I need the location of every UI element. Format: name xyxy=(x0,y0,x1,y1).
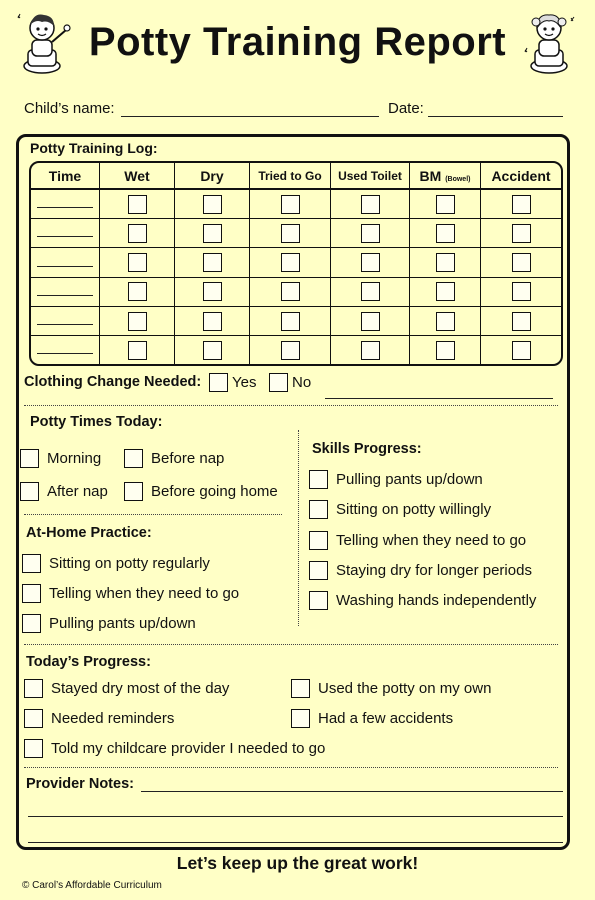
divider xyxy=(24,644,558,645)
log-checkbox[interactable] xyxy=(436,312,455,331)
log-checkbox[interactable] xyxy=(512,341,531,360)
option-label: Used the potty on my own xyxy=(318,680,492,697)
progress-option[interactable] xyxy=(291,709,453,728)
col-bm-label: BM xyxy=(419,167,442,184)
log-checkbox[interactable] xyxy=(203,195,222,214)
time-field[interactable] xyxy=(37,266,93,267)
col-bm xyxy=(410,163,481,190)
log-cell xyxy=(100,190,175,219)
log-checkbox[interactable] xyxy=(281,224,300,243)
log-checkbox[interactable] xyxy=(203,224,222,243)
log-cell xyxy=(250,248,331,277)
col-used-toilet: Used Toilet xyxy=(331,163,410,190)
footer-message: Let’s keep up the great work! xyxy=(176,853,419,873)
log-cell xyxy=(410,248,481,277)
log-cell xyxy=(331,336,410,364)
log-cell xyxy=(175,278,250,307)
col-tried: Tried to Go xyxy=(250,163,331,190)
option-label: Stayed dry most of the day xyxy=(51,680,230,697)
date-field[interactable] xyxy=(428,100,563,117)
checkbox[interactable] xyxy=(309,531,328,550)
log-cell xyxy=(331,248,410,277)
option-label: Telling when they need to go xyxy=(336,532,527,549)
log-cell xyxy=(250,336,331,364)
log-cell xyxy=(175,219,250,248)
log-cell xyxy=(100,336,175,364)
log-checkbox[interactable] xyxy=(361,224,380,243)
time-cell[interactable] xyxy=(31,278,100,307)
log-cell xyxy=(175,190,250,219)
log-checkbox[interactable] xyxy=(281,312,300,331)
progress-option[interactable] xyxy=(24,709,174,728)
time-field[interactable] xyxy=(37,207,93,208)
child-name-label: Child’s name: xyxy=(24,100,115,117)
checkbox[interactable] xyxy=(291,709,310,728)
col-accident: Accident xyxy=(481,163,561,190)
log-checkbox[interactable] xyxy=(281,341,300,360)
time-field[interactable] xyxy=(37,324,93,325)
skills-title: Skills Progress: xyxy=(312,441,422,457)
potty-times-title: Potty Times Today: xyxy=(30,414,163,430)
skill-option[interactable] xyxy=(309,561,532,580)
log-row xyxy=(31,307,561,336)
skill-option[interactable] xyxy=(309,591,536,610)
log-cell xyxy=(481,219,561,248)
log-cell xyxy=(175,248,250,277)
progress-option[interactable] xyxy=(291,679,491,698)
col-bm-sub: (Bowel) xyxy=(445,175,471,183)
potty-time-option[interactable] xyxy=(20,482,108,501)
time-cell[interactable] xyxy=(31,336,100,364)
divider xyxy=(24,767,558,768)
log-checkbox[interactable] xyxy=(281,253,300,272)
divider xyxy=(24,405,558,406)
clothing-no-label: No xyxy=(292,374,312,391)
checkbox[interactable] xyxy=(24,739,43,758)
log-checkbox[interactable] xyxy=(436,253,455,272)
log-row xyxy=(31,190,561,219)
option-label: After nap xyxy=(47,483,108,500)
log-cell xyxy=(410,278,481,307)
log-checkbox[interactable] xyxy=(512,312,531,331)
checkbox[interactable] xyxy=(22,584,41,603)
col-time: Time xyxy=(31,163,100,190)
option-label: Had a few accidents xyxy=(318,710,454,727)
option-label: Staying dry for longer periods xyxy=(336,562,532,579)
log-cell xyxy=(175,307,250,336)
log-cell xyxy=(331,219,410,248)
log-checkbox[interactable] xyxy=(128,312,147,331)
log-cell xyxy=(100,219,175,248)
log-row xyxy=(31,278,561,307)
log-cell xyxy=(331,278,410,307)
home-practice-title: At-Home Practice: xyxy=(26,525,152,541)
col-dry: Dry xyxy=(175,163,250,190)
log-cell xyxy=(100,278,175,307)
time-field[interactable] xyxy=(37,353,93,354)
log-checkbox[interactable] xyxy=(203,253,222,272)
time-cell[interactable] xyxy=(31,190,100,219)
log-checkbox[interactable] xyxy=(128,253,147,272)
log-cell xyxy=(331,307,410,336)
log-cell xyxy=(481,248,561,277)
log-checkbox[interactable] xyxy=(128,341,147,360)
clothing-yes-checkbox[interactable] xyxy=(209,373,228,392)
option-label: Washing hands independently xyxy=(336,592,537,609)
log-cell xyxy=(481,307,561,336)
time-field[interactable] xyxy=(37,236,93,237)
clothing-no-option[interactable] xyxy=(269,373,311,392)
potty-time-option[interactable] xyxy=(20,449,101,468)
checkbox[interactable] xyxy=(24,679,43,698)
home-practice-option[interactable] xyxy=(22,614,196,633)
log-cell xyxy=(100,248,175,277)
log-header-row xyxy=(31,163,561,190)
option-label: Told my childcare provider I needed to go xyxy=(51,740,326,757)
checkbox[interactable] xyxy=(22,614,41,633)
log-checkbox[interactable] xyxy=(436,195,455,214)
time-cell[interactable] xyxy=(31,219,100,248)
potty-time-option[interactable] xyxy=(124,482,278,501)
log-checkbox[interactable] xyxy=(436,341,455,360)
log-cell xyxy=(410,190,481,219)
skill-option[interactable] xyxy=(309,500,491,519)
log-row xyxy=(31,219,561,248)
notes-label: Provider Notes: xyxy=(26,776,134,792)
log-row xyxy=(31,248,561,277)
divider xyxy=(298,430,299,626)
log-cell xyxy=(175,336,250,364)
child-name-field[interactable] xyxy=(121,100,379,117)
date-label: Date: xyxy=(388,100,424,117)
option-label: Morning xyxy=(47,450,102,467)
log-cell xyxy=(250,219,331,248)
log-checkbox[interactable] xyxy=(203,312,222,331)
log-checkbox[interactable] xyxy=(203,282,222,301)
log-checkbox[interactable] xyxy=(436,224,455,243)
log-checkbox[interactable] xyxy=(361,282,380,301)
col-wet: Wet xyxy=(100,163,175,190)
time-cell[interactable] xyxy=(31,307,100,336)
checkbox[interactable] xyxy=(124,482,143,501)
home-practice-option[interactable] xyxy=(22,554,210,573)
page-title: Potty Training Report xyxy=(88,20,507,64)
option-label: Pulling pants up/down xyxy=(336,471,483,488)
time-cell[interactable] xyxy=(31,248,100,277)
checkbox[interactable] xyxy=(124,449,143,468)
log-checkbox[interactable] xyxy=(436,282,455,301)
option-label: Sitting on potty willingly xyxy=(336,501,492,518)
checkbox[interactable] xyxy=(309,470,328,489)
log-cell xyxy=(250,307,331,336)
log-checkbox[interactable] xyxy=(512,253,531,272)
time-field[interactable] xyxy=(37,295,93,296)
log-checkbox[interactable] xyxy=(361,312,380,331)
log-checkbox[interactable] xyxy=(203,341,222,360)
log-row xyxy=(31,336,561,364)
log-cell xyxy=(250,190,331,219)
log-checkbox[interactable] xyxy=(281,282,300,301)
notes-line[interactable] xyxy=(28,800,563,817)
log-checkbox[interactable] xyxy=(361,195,380,214)
log-cell xyxy=(410,336,481,364)
checkbox[interactable] xyxy=(309,561,328,580)
checkbox[interactable] xyxy=(291,679,310,698)
log-checkbox[interactable] xyxy=(512,282,531,301)
checkbox[interactable] xyxy=(309,591,328,610)
log-cell xyxy=(331,190,410,219)
log-checkbox[interactable] xyxy=(128,224,147,243)
option-label: Telling when they need to go xyxy=(49,585,240,602)
progress-option[interactable] xyxy=(24,739,325,758)
log-title: Potty Training Log: xyxy=(30,140,158,156)
progress-title: Today’s Progress: xyxy=(26,654,151,670)
log-checkbox[interactable] xyxy=(512,224,531,243)
log-cell xyxy=(100,307,175,336)
checkbox[interactable] xyxy=(309,500,328,519)
checkbox[interactable] xyxy=(24,709,43,728)
log-checkbox[interactable] xyxy=(281,195,300,214)
copyright: © Carol’s Affordable Curriculum xyxy=(22,880,162,891)
log-cell xyxy=(481,190,561,219)
option-label: Before nap xyxy=(151,450,225,467)
log-checkbox[interactable] xyxy=(361,253,380,272)
clothing-label: Clothing Change Needed: xyxy=(24,374,202,390)
divider xyxy=(24,514,282,515)
clothing-no-checkbox[interactable] xyxy=(269,373,288,392)
checkbox[interactable] xyxy=(22,554,41,573)
log-checkbox[interactable] xyxy=(512,195,531,214)
notes-line[interactable] xyxy=(141,775,563,792)
log-cell xyxy=(410,219,481,248)
log-cell xyxy=(410,307,481,336)
home-practice-option[interactable] xyxy=(22,584,239,603)
log-cell xyxy=(481,336,561,364)
log-cell xyxy=(250,278,331,307)
clothing-yes-label: Yes xyxy=(232,374,257,391)
log-cell xyxy=(481,278,561,307)
clothing-notes-field[interactable] xyxy=(325,382,553,399)
log-checkbox[interactable] xyxy=(128,195,147,214)
clothing-yes-option[interactable] xyxy=(209,373,256,392)
log-checkbox[interactable] xyxy=(361,341,380,360)
checkbox[interactable] xyxy=(20,449,39,468)
option-label: Pulling pants up/down xyxy=(49,615,196,632)
progress-option[interactable] xyxy=(24,679,229,698)
skill-option[interactable] xyxy=(309,470,483,489)
potty-log-table xyxy=(29,161,563,366)
checkbox[interactable] xyxy=(20,482,39,501)
skill-option[interactable] xyxy=(309,531,526,550)
option-label: Needed reminders xyxy=(51,710,175,727)
option-label: Before going home xyxy=(151,483,278,500)
log-checkbox[interactable] xyxy=(128,282,147,301)
notes-line[interactable] xyxy=(28,826,563,843)
option-label: Sitting on potty regularly xyxy=(49,555,210,572)
potty-time-option[interactable] xyxy=(124,449,224,468)
